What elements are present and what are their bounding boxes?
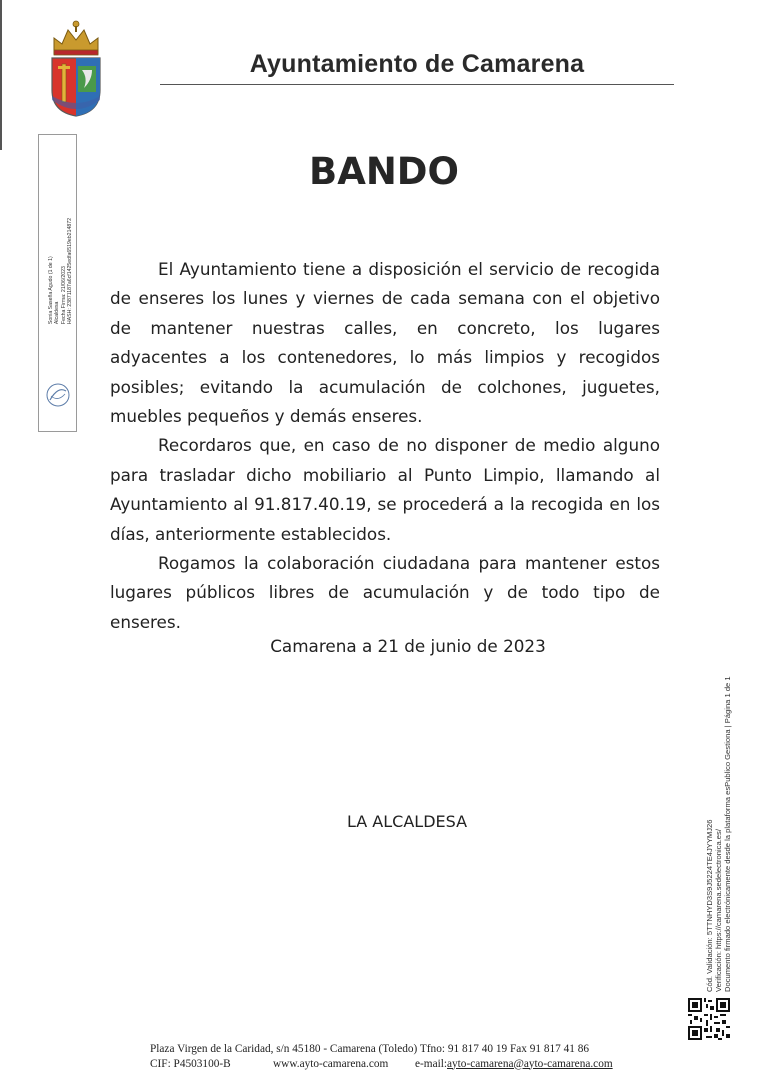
date-line: Camarena a 21 de junio de 2023 [270,636,546,656]
signature-line: HASH: 23871187a6cf1425edfa6519eb214872 [67,218,74,325]
page-footer [150,1042,630,1071]
body-paragraph: Recordaros que, en caso de no disponer de medio alguno para trasladar dicho mobiliario al Punto Limpio, llamando al Ayuntamiento al 91.817.40.19, se procederá a la recogida en los días, anteriormente establecidos. [110,435,660,544]
validation-line: Cód. Validación: 5TTNHYD3S9J5224TE4JYYMJ26 [705,819,714,992]
document-title: BANDO [309,150,459,193]
footer-email [415,1057,613,1072]
footer-contact-row [150,1057,630,1072]
qr-code-icon [688,998,730,1040]
signer-title: LA ALCALDESA [346,812,468,831]
validation-line: Documento firmado electrónicamente desde la plataforma esPublico Gestiona | Página 1 de 1 [722,676,732,992]
footer-email-label: e-mail: [415,1057,447,1070]
validation-text [706,676,732,992]
scan-edge-mark [0,0,2,150]
header-rule [160,84,674,85]
body-paragraph: Rogamos la colaboración ciudadana para mantener estos lugares públicos libres de acumulación y de todo tipo de enseres. [110,553,660,632]
footer-email-link[interactable]: ayto-camarena@ayto-camarena.com [447,1057,613,1070]
signature-stamp-text [48,218,74,324]
document-body [110,255,660,637]
signature-seal-icon [45,382,71,408]
organization-title: Ayuntamiento de Camarena [249,50,585,78]
coat-of-arms-logo [48,18,104,118]
footer-website-link[interactable]: www.ayto-camarena.com [273,1057,389,1070]
body-paragraph: El Ayuntamiento tiene a disposición el servicio de recogida de enseres los lunes y viernes de cada semana con el objetivo de mantener nuestras calles, en concreto, los lugares adyacentes a los contenedores, lo más limpios y recogidos posibles; evitando la acumulación de colchones, juguetes, muebles pequeños y demás enseres. [110,259,660,427]
signature-line: Alcaldesa [54,301,61,325]
footer-address: Plaza Virgen de la Caridad, s/n 45180 - Camarena (Toledo) Tfno: 91 817 40 19 Fax 91 817 41 86 [150,1043,590,1055]
signature-line: Fecha Firma: 21/06/2023 [60,266,67,325]
signature-line: Sonia Saseña Agudo (1 de 1) [48,256,54,325]
validation-line: Verificación: https://camarena.sedelectronica.es/ [713,829,723,992]
footer-cif: CIF: P4503100-B [150,1057,231,1070]
